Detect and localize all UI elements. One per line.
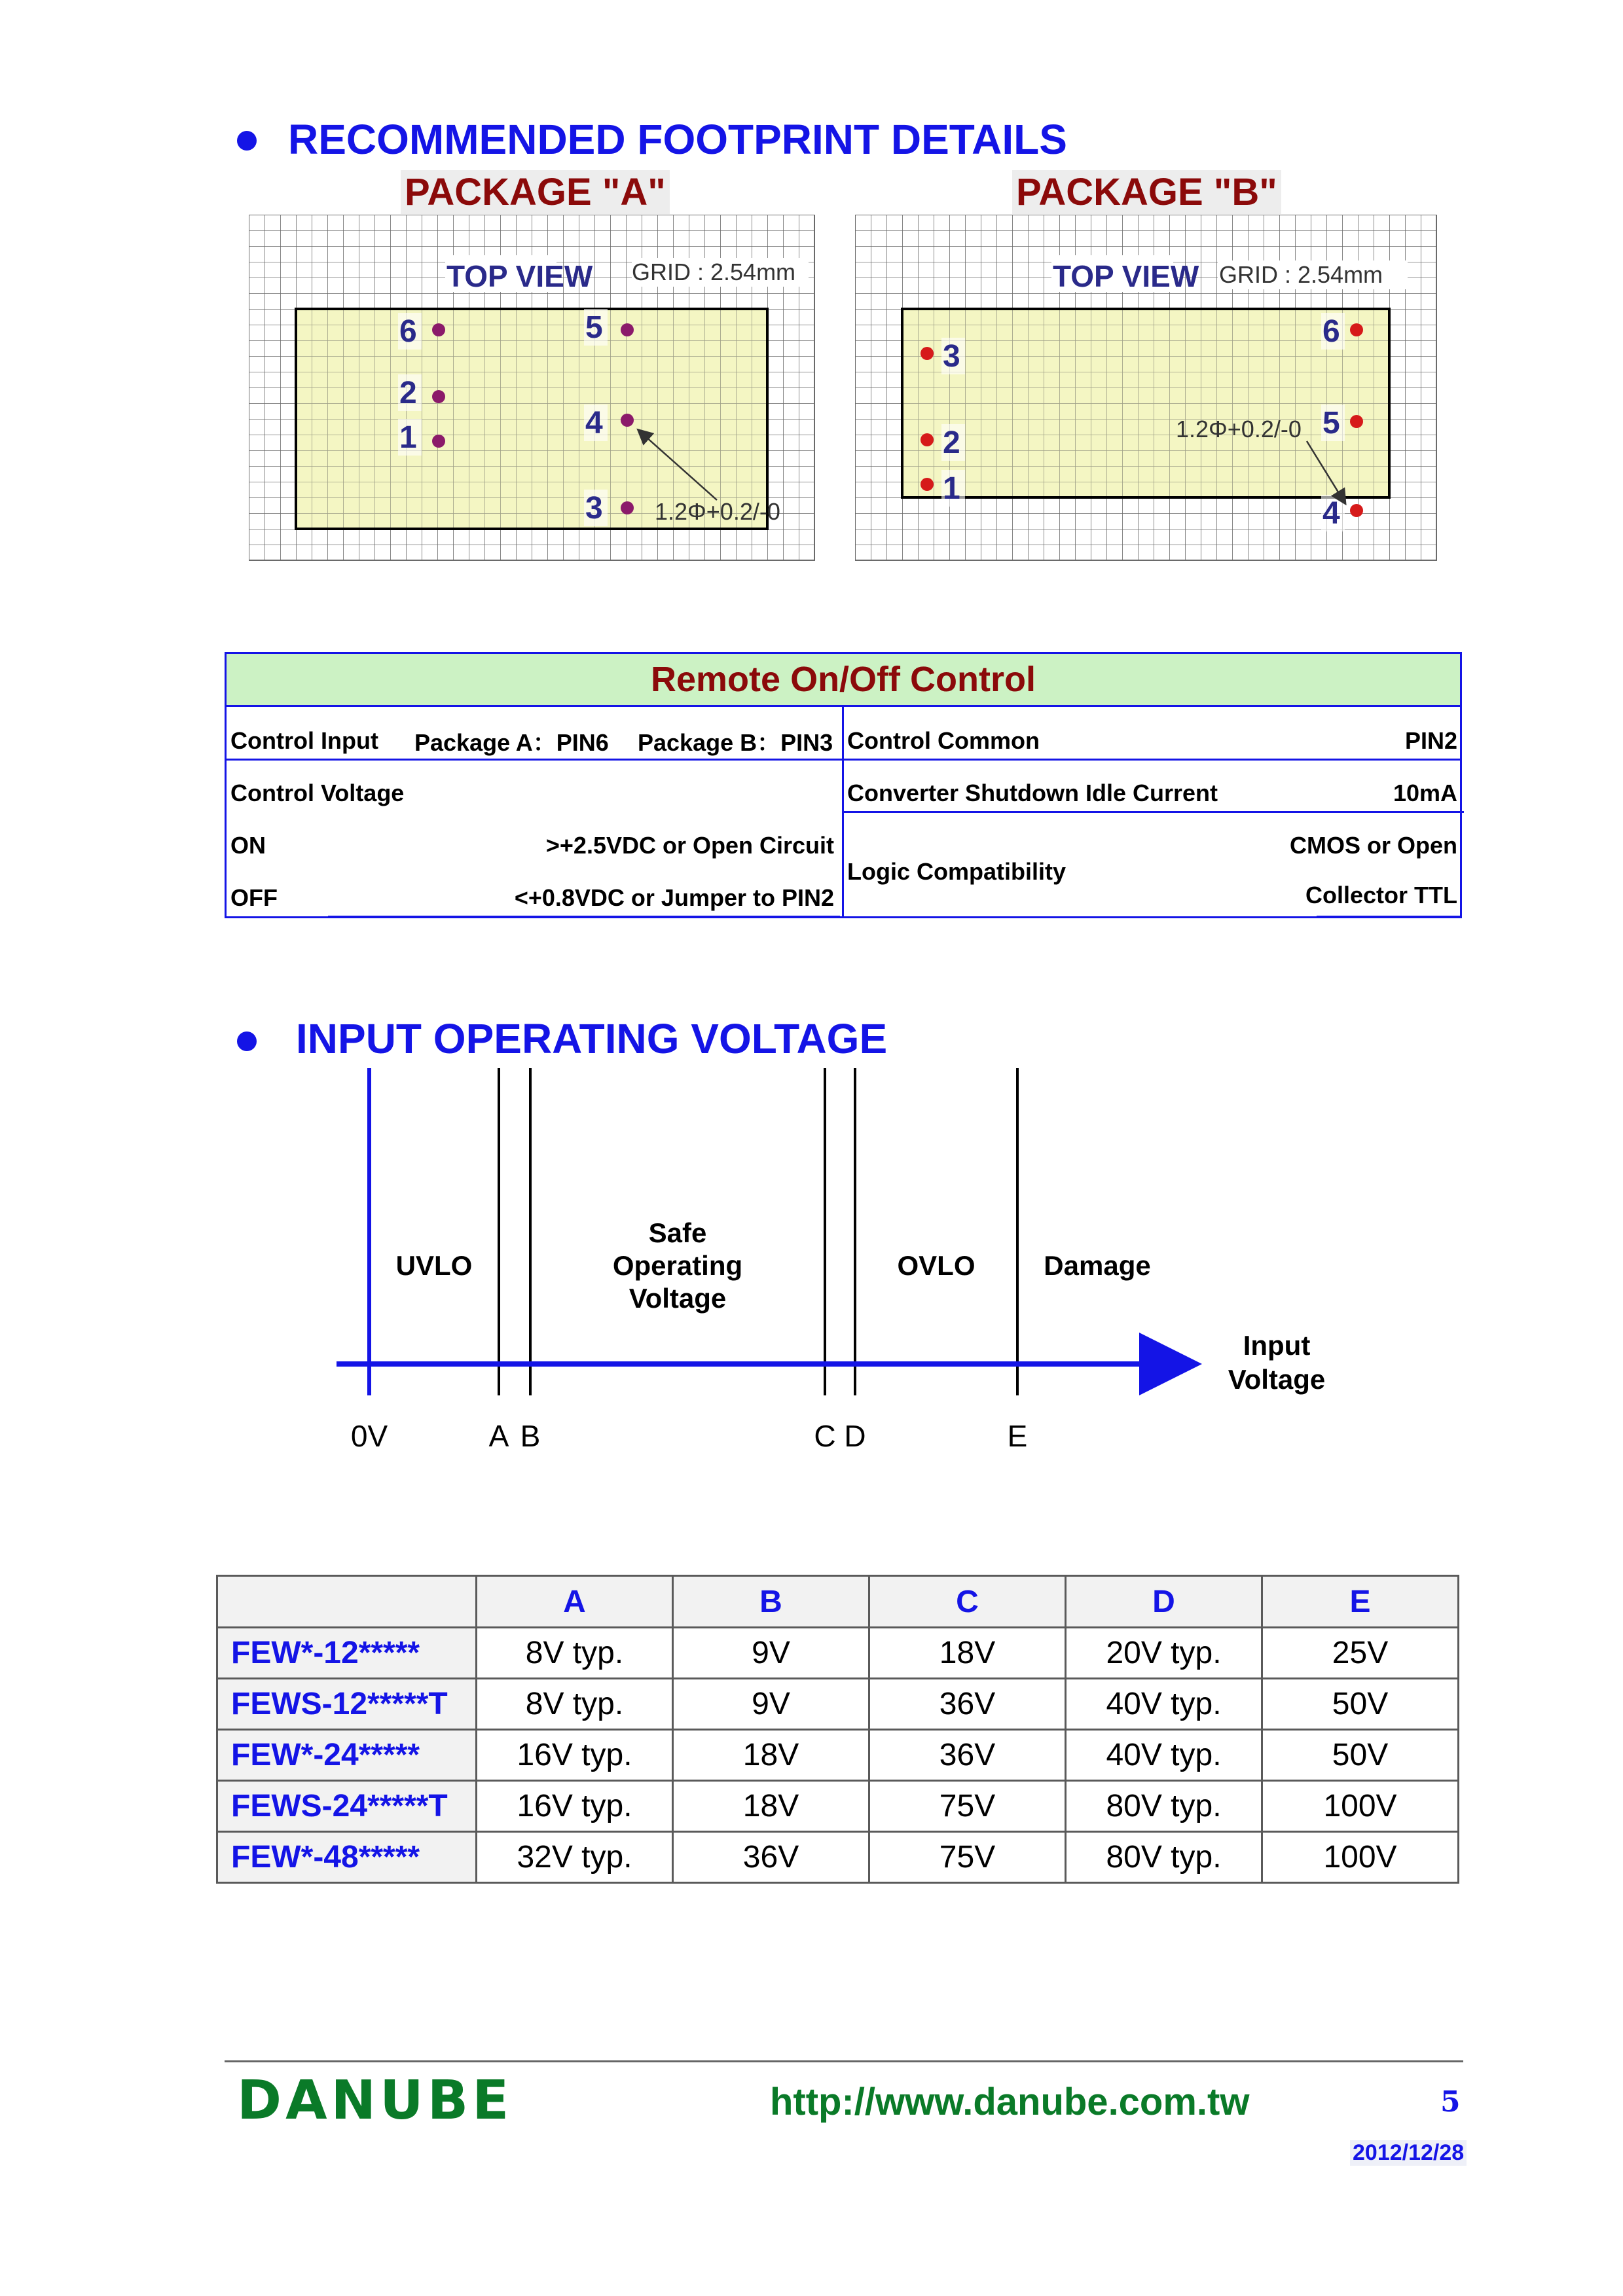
table-cell: 8V typ.: [477, 1628, 673, 1679]
svg-text:5: 5: [1322, 406, 1340, 440]
website-link[interactable]: http://www.danube.com.tw: [770, 2081, 1250, 2123]
hole-size-label: 1.2Φ+0.2/-0: [1176, 416, 1302, 442]
svg-text:1: 1: [943, 471, 960, 506]
header-cell: B: [673, 1576, 869, 1628]
table-cell: 9V: [673, 1679, 869, 1730]
svg-text:6: 6: [399, 314, 417, 349]
table-cell: 80V typ.: [1066, 1781, 1262, 1832]
section-bullet: [237, 1031, 257, 1051]
region-safe-line-1: Safe: [648, 1217, 707, 1248]
region-ovlo: OVLO: [897, 1250, 976, 1281]
table-cell: 75V: [869, 1832, 1066, 1883]
model-cell: FEW*-24*****: [217, 1730, 477, 1781]
tick-c: C: [814, 1419, 836, 1453]
table-cell: 50V: [1262, 1679, 1459, 1730]
table-header-row: [217, 1576, 1459, 1628]
model-cell: FEW*-12*****: [217, 1628, 477, 1679]
model-cell: FEW*-48*****: [217, 1832, 477, 1883]
top-view-label: TOP VIEW: [447, 259, 593, 293]
package-b-footprint-diagram: [855, 215, 1444, 562]
table-cell: 18V: [869, 1628, 1066, 1679]
control-voltage-label: Control Voltage: [230, 780, 405, 806]
svg-text:2: 2: [943, 425, 960, 460]
svg-text:4: 4: [1322, 496, 1340, 531]
header-cell: A: [477, 1576, 673, 1628]
off-label: OFF: [230, 884, 278, 911]
svg-text:3: 3: [943, 339, 960, 374]
table-cell: 100V: [1262, 1781, 1459, 1832]
table-cell: 75V: [869, 1781, 1066, 1832]
control-input-label: Control Input: [230, 727, 378, 754]
document-date: 2012/12/28: [1350, 2140, 1467, 2166]
logic-compatibility-value-1: CMOS or Open: [1289, 832, 1457, 859]
axis-label-line-2: Voltage: [1228, 1364, 1326, 1395]
table-cell: 80V typ.: [1066, 1832, 1262, 1883]
table-cell: 18V: [673, 1781, 869, 1832]
header-cell: E: [1262, 1576, 1459, 1628]
table-row: [217, 1781, 1459, 1832]
table-cell: 40V typ.: [1066, 1730, 1262, 1781]
page-number: 5: [1440, 2085, 1461, 2119]
svg-text:4: 4: [585, 406, 603, 440]
axis-label-line-1: Input: [1243, 1330, 1311, 1361]
shutdown-current-label: Converter Shutdown Idle Current: [847, 780, 1218, 806]
grid-label: GRID : 2.54mm: [632, 259, 796, 285]
tick-d: D: [844, 1419, 866, 1453]
table-cell: 100V: [1262, 1832, 1459, 1883]
logic-compatibility-label: Logic Compatibility: [847, 858, 1067, 885]
table-row: [217, 1730, 1459, 1781]
table-cell: 25V: [1262, 1628, 1459, 1679]
section-bullet: [237, 131, 257, 151]
hole-size-label: 1.2Φ+0.2/-0: [655, 498, 780, 525]
control-input-package-a: Package A：PIN6: [414, 729, 609, 756]
table-cell: 20V typ.: [1066, 1628, 1262, 1679]
region-safe-line-2: Operating: [612, 1250, 743, 1281]
table-cell: 36V: [869, 1730, 1066, 1781]
table-cell: 16V typ.: [477, 1781, 673, 1832]
table-cell: 16V typ.: [477, 1730, 673, 1781]
table-row: [217, 1628, 1459, 1679]
tick-e: E: [1007, 1419, 1028, 1453]
svg-text:6: 6: [1322, 314, 1340, 349]
package-b-title: PACKAGE "B": [1012, 170, 1281, 214]
on-value: >+2.5VDC or Open Circuit: [545, 832, 834, 859]
table-row: [217, 1679, 1459, 1730]
remote-control-table: [225, 652, 1462, 918]
shutdown-current-value: 10mA: [1393, 780, 1457, 806]
svg-text:2: 2: [399, 376, 417, 410]
region-uvlo: UVLO: [395, 1250, 473, 1281]
model-cell: FEWS-12*****T: [217, 1679, 477, 1730]
table-cell: 36V: [673, 1832, 869, 1883]
voltage-thresholds-table: [216, 1575, 1459, 1884]
region-safe-line-3: Voltage: [629, 1283, 727, 1314]
package-a-footprint-diagram: [249, 215, 818, 562]
region-damage: Damage: [1044, 1250, 1151, 1281]
model-cell: FEWS-24*****T: [217, 1781, 477, 1832]
brand-logo: DANUBE: [237, 2070, 513, 2132]
logic-compatibility-value-2: Collector TTL: [1305, 882, 1457, 908]
svg-text:1: 1: [399, 420, 417, 455]
footprint-section-title: RECOMMENDED FOOTPRINT DETAILS: [288, 116, 1067, 163]
footer-divider: [225, 2060, 1463, 2062]
top-view-label: TOP VIEW: [1053, 259, 1199, 293]
off-value: <+0.8VDC or Jumper to PIN2: [514, 884, 834, 911]
input-voltage-diagram: [314, 1067, 1362, 1473]
table-row: [217, 1832, 1459, 1883]
svg-text:5: 5: [585, 310, 603, 345]
input-voltage-section-title: INPUT OPERATING VOLTAGE: [296, 1015, 888, 1062]
header-cell: D: [1066, 1576, 1262, 1628]
grid-label: GRID : 2.54mm: [1219, 261, 1383, 288]
table-cell: 40V typ.: [1066, 1679, 1262, 1730]
header-cell: [217, 1576, 477, 1628]
tick-0v: 0V: [350, 1419, 388, 1453]
package-a-title: PACKAGE "A": [401, 170, 670, 214]
header-cell: C: [869, 1576, 1066, 1628]
tick-b: B: [520, 1419, 541, 1453]
table-cell: 36V: [869, 1679, 1066, 1730]
table-cell: 32V typ.: [477, 1832, 673, 1883]
control-input-package-b: Package B：PIN3: [638, 729, 833, 756]
on-label: ON: [230, 832, 266, 859]
control-common-value: PIN2: [1404, 727, 1457, 754]
table-cell: 8V typ.: [477, 1679, 673, 1730]
table-cell: 50V: [1262, 1730, 1459, 1781]
tick-a: A: [488, 1419, 509, 1453]
control-common-label: Control Common: [847, 727, 1040, 754]
remote-control-title: Remote On/Off Control: [227, 654, 1460, 707]
svg-text:3: 3: [585, 491, 603, 526]
table-cell: 18V: [673, 1730, 869, 1781]
table-cell: 9V: [673, 1628, 869, 1679]
